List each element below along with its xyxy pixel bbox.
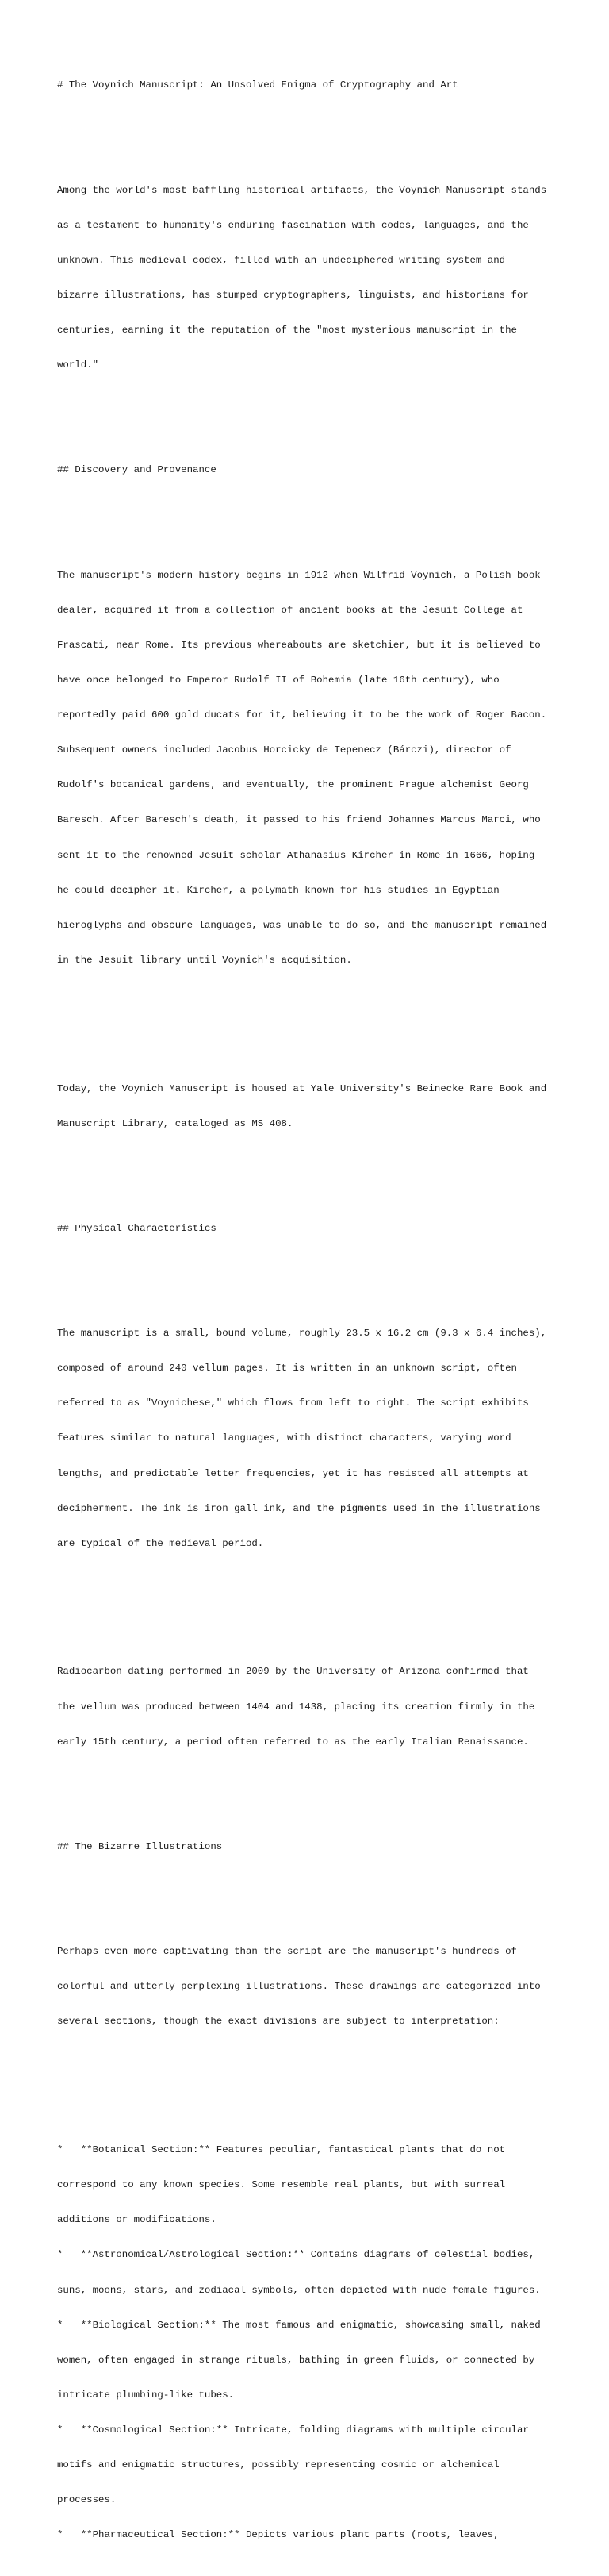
text-line: The manuscript's modern history begins in 1912 when Wilfrid Voynich, a Polish book xyxy=(57,569,541,581)
section-heading-illustrations: ## The Bizarre Illustrations xyxy=(57,1840,223,1852)
list-item: * **Cosmological Section:** Intricate, folding diagrams with multiple circular xyxy=(57,2424,529,2436)
text-line: Among the world's most baffling historical artifacts, the Voynich Manuscript stands xyxy=(57,184,547,196)
list-item-continuation: intricate plumbing-like tubes. xyxy=(57,2389,235,2401)
text-line: several sections, though the exact divisions are subject to interpretation: xyxy=(57,2016,500,2028)
text-line: dealer, acquired it from a collection of ancient books at the Jesuit College at xyxy=(57,604,523,616)
text-line: lengths, and predictable letter frequencies, yet it has resisted all attempts at xyxy=(57,1467,529,1479)
text-line: composed of around 240 vellum pages. It is written in an unknown script, often xyxy=(57,1363,517,1375)
text-line: reportedly paid 600 gold ducats for it, believing it to be the work of Roger Bacon. xyxy=(57,709,547,721)
text-line: decipherment. The ink is iron gall ink, and the pigments used in the illustrations xyxy=(57,1502,541,1514)
list-item: * **Botanical Section:** Features peculiar, fantastical plants that do not xyxy=(57,2144,506,2156)
spacer xyxy=(57,1258,565,1270)
section-heading-discovery: ## Discovery and Provenance xyxy=(57,464,216,476)
spacer xyxy=(57,1794,565,1806)
list-item-continuation: processes. xyxy=(57,2494,117,2506)
text-line: Baresch. After Baresch's death, it passed to his friend Johannes Marcus Marci, who xyxy=(57,814,541,826)
text-line: sent it to the renowned Jesuit scholar Athanasius Kircher in Rome in 1666, hoping xyxy=(57,849,535,861)
text-line: referred to as "Voynichese," which flows from left to right. The script exhibits xyxy=(57,1398,529,1409)
text-line: Perhaps even more captivating than the script are the manuscript's hundreds of xyxy=(57,1946,517,1958)
text-line: Frascati, near Rome. Its previous whereabouts are sketchier, but it is believed to xyxy=(57,639,541,651)
list-item-continuation: motifs and enigmatic structures, possibly representing cosmic or alchemical xyxy=(57,2459,500,2470)
section-heading-physical: ## Physical Characteristics xyxy=(57,1222,216,1234)
document-title: # The Voynich Manuscript: An Unsolved Enigma of Cryptography and Art xyxy=(57,79,458,91)
text-line: hieroglyphs and obscure languages, was unable to do so, and the manuscript remained xyxy=(57,919,547,931)
text-line: early 15th century, a period often referred to as the early Italian Renaissance. xyxy=(57,1736,529,1747)
text-line: Manuscript Library, cataloged as MS 408. xyxy=(57,1117,293,1129)
list-item-continuation: suns, moons, stars, and zodiacal symbols, often depicted with nude female figures. xyxy=(57,2284,541,2296)
spacer xyxy=(57,1176,565,1188)
list-item-continuation: women, often engaged in strange rituals, bathing in green fluids, or connected by xyxy=(57,2354,535,2366)
list-item-continuation: correspond to any known species. Some resemble real plants, but with surreal xyxy=(57,2179,506,2191)
text-line: the vellum was produced between 1404 and 1438, placing its creation firmly in the xyxy=(57,1701,535,1713)
spacer xyxy=(57,418,565,430)
list-item: * **Pharmaceutical Section:** Depicts various plant parts (roots, leaves, xyxy=(57,2529,500,2541)
spacer xyxy=(57,1596,565,1608)
spacer xyxy=(57,115,565,127)
list-item-continuation: additions or modifications. xyxy=(57,2214,216,2226)
illustrations-paragraph-1 xyxy=(57,1923,565,2051)
physical-paragraph-2 xyxy=(57,1643,565,1771)
text-line: centuries, earning it the reputation of the "most mysterious manuscript in the xyxy=(57,325,517,336)
text-line: in the Jesuit library until Voynich's acquisition. xyxy=(57,954,352,966)
list-item: * **Astronomical/Astrological Section:** Contains diagrams of celestial bodies, xyxy=(57,2249,535,2261)
document-page xyxy=(57,56,565,2576)
intro-paragraph xyxy=(57,161,565,394)
text-line: colorful and utterly perplexing illustrations. These drawings are categorized into xyxy=(57,1981,541,1993)
text-line: are typical of the medieval period. xyxy=(57,1537,264,1549)
text-line: The manuscript is a small, bound volume, roughly 23.5 x 16.2 cm (9.3 x 6.4 inches), xyxy=(57,1328,547,1340)
text-line: as a testament to humanity's enduring fascination with codes, languages, and the xyxy=(57,219,529,231)
text-line: world." xyxy=(57,359,99,371)
text-line: Radiocarbon dating performed in 2009 by the University of Arizona confirmed that xyxy=(57,1666,529,1678)
text-line: Rudolf's botanical gardens, and eventually, the prominent Prague alchemist Georg xyxy=(57,779,529,791)
text-line: Today, the Voynich Manuscript is housed at Yale University's Beinecke Rare Book and xyxy=(57,1082,547,1094)
physical-paragraph-1 xyxy=(57,1305,565,1573)
spacer xyxy=(57,500,565,512)
illustrations-list xyxy=(57,2121,565,2565)
spacer xyxy=(57,1013,565,1025)
list-item: * **Biological Section:** The most famous and enigmatic, showcasing small, naked xyxy=(57,2319,541,2331)
discovery-paragraph-1 xyxy=(57,546,565,990)
spacer xyxy=(57,1876,565,1888)
discovery-paragraph-2 xyxy=(57,1059,565,1153)
text-line: he could decipher it. Kircher, a polymath known for his studies in Egyptian xyxy=(57,884,500,896)
text-line: features similar to natural languages, with distinct characters, varying word xyxy=(57,1432,511,1444)
text-line: bizarre illustrations, has stumped cryptographers, linguists, and historians for xyxy=(57,289,529,301)
text-line: unknown. This medieval codex, filled with an undeciphered writing system and xyxy=(57,254,506,266)
text-line: have once belonged to Emperor Rudolf II of Bohemia (late 16th century), who xyxy=(57,675,500,686)
spacer xyxy=(57,2074,565,2086)
text-line: Subsequent owners included Jacobus Horcicky de Tepenecz (Bárczi), director of xyxy=(57,744,511,756)
